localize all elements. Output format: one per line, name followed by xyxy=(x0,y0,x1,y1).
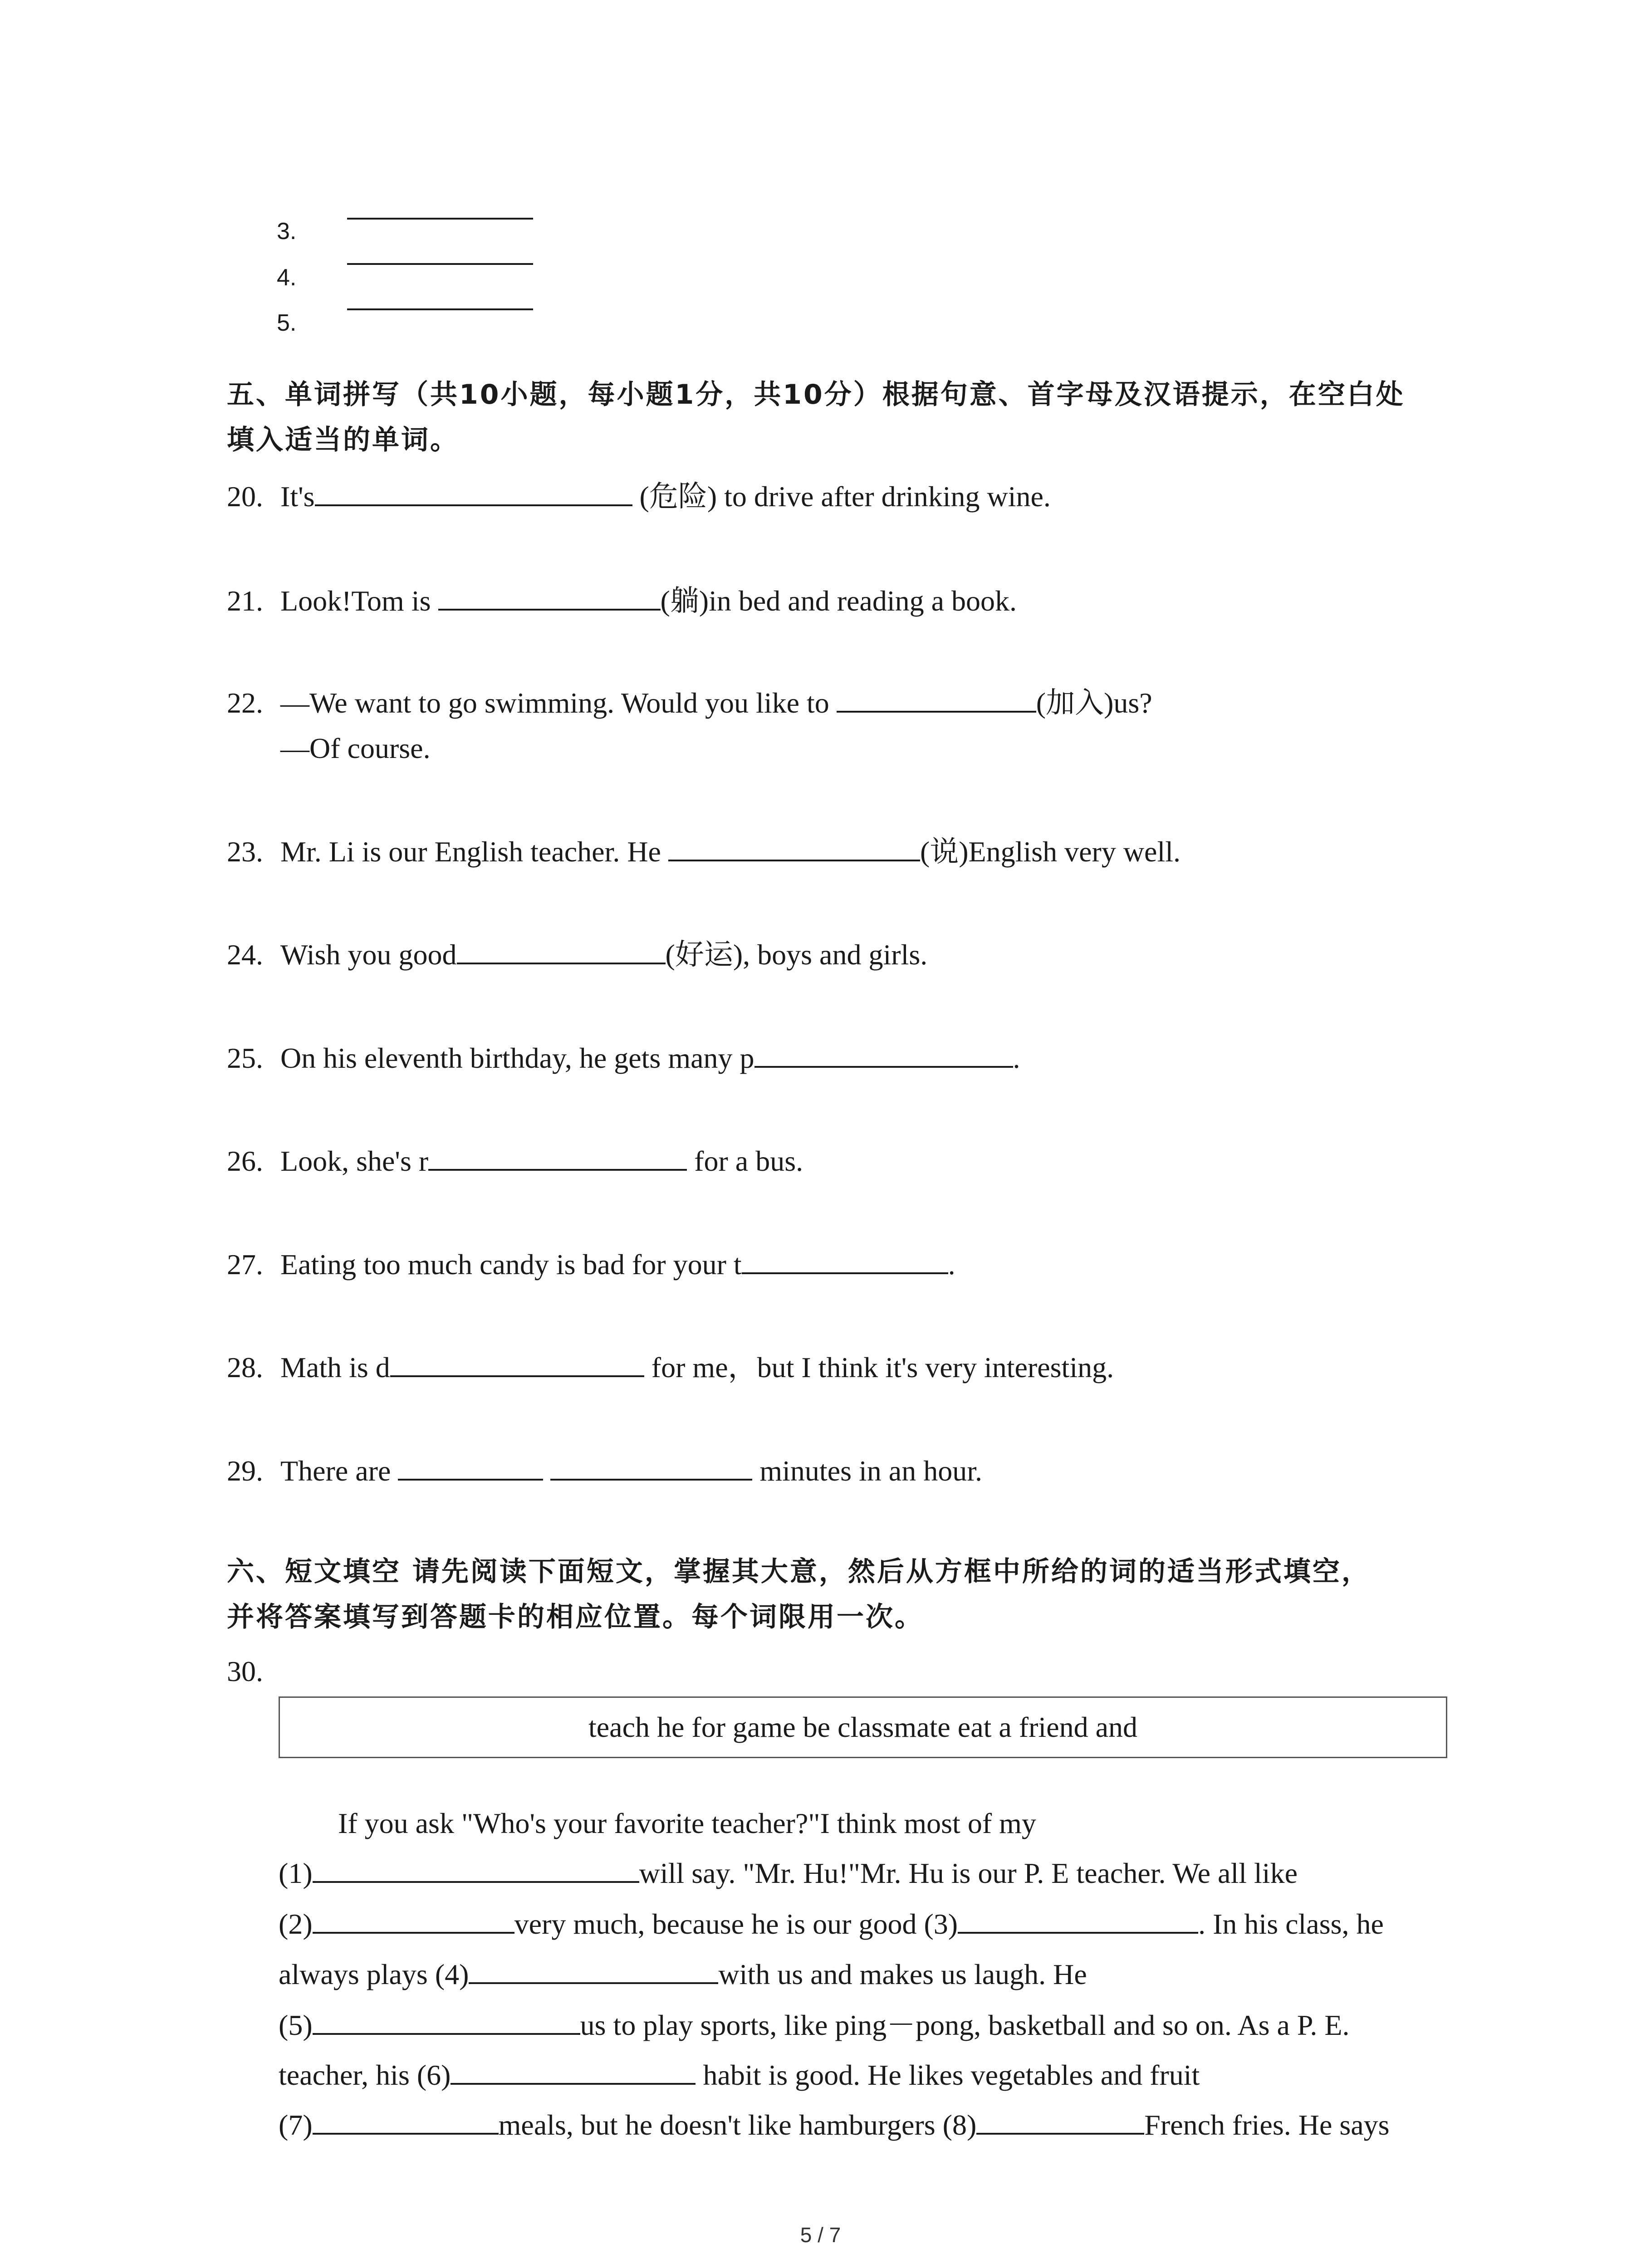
passage-line-2: (1) will say. "Mr. Hu!"Mr. Hu is our P. E teacher. We all like xyxy=(279,1853,1298,1894)
blank-field[interactable] xyxy=(398,1452,543,1481)
blank-field[interactable] xyxy=(315,477,632,506)
blank-field[interactable] xyxy=(976,2106,1144,2135)
blank-field[interactable] xyxy=(837,684,1036,713)
list-item-3: 3. xyxy=(277,218,297,244)
blank-field[interactable] xyxy=(550,1452,752,1481)
blank-field[interactable] xyxy=(313,2106,499,2135)
blank-field[interactable] xyxy=(390,1348,644,1377)
section5-heading-line2: 填入适当的单词。 xyxy=(227,424,459,456)
blank-field[interactable] xyxy=(451,2056,696,2085)
question-23: 23. Mr. Li is our English teacher. He (说)English very well. xyxy=(227,831,1181,872)
passage-line-7: (7) meals, but he doesn't like hamburgers (8) French fries. He says xyxy=(279,2105,1390,2146)
question-22-reply: —Of course. xyxy=(280,732,431,764)
passage-line-3: (2) very much, because he is our good (3) . In his class, he xyxy=(279,1904,1384,1945)
blank-field[interactable] xyxy=(313,1854,639,1883)
question-29: 29. There are minutes in an hour. xyxy=(227,1451,982,1491)
passage-line-6: teacher, his (6) habit is good. He likes vegetables and fruit xyxy=(279,2055,1200,2096)
list-item-5: 5. xyxy=(277,310,297,336)
question-20: 20. It's (危险) to drive after drinking wine. xyxy=(227,476,1051,517)
passage-line-4: always plays (4) with us and makes us laugh. He xyxy=(279,1954,1087,1995)
blank-field[interactable] xyxy=(469,1955,718,1984)
blank-field[interactable] xyxy=(438,582,661,611)
passage-line-5: (5) us to play sports, like ping－pong, basketball and so on. As a P. E. xyxy=(279,2005,1350,2046)
passage-line-1: If you ask "Who's your favorite teacher?"I think most of my xyxy=(338,1807,1036,1839)
question-27: 27. Eating too much candy is bad for your t . xyxy=(227,1244,955,1285)
word-box: teach he for game be classmate eat a friend and xyxy=(279,1696,1447,1758)
blank-field[interactable] xyxy=(428,1142,687,1171)
blank-field[interactable] xyxy=(668,832,920,861)
question-25: 25. On his eleventh birthday, he gets many p . xyxy=(227,1038,1020,1079)
page-number: 5 / 7 xyxy=(800,2223,841,2247)
question-30-number: 30. xyxy=(227,1655,263,1687)
blank-field[interactable] xyxy=(313,2006,580,2035)
question-26: 26. Look, she's r for a bus. xyxy=(227,1141,803,1182)
blank-field[interactable] xyxy=(313,1905,514,1934)
blank-field[interactable] xyxy=(742,1245,948,1274)
answer-line xyxy=(347,191,533,220)
section5-heading-line1: 五、单词拼写（共10小题，每小题1分，共10分）根据句意、首字母及汉语提示，在空白处 xyxy=(227,379,1405,411)
question-24: 24. Wish you good (好运), boys and girls. xyxy=(227,934,927,975)
answer-line xyxy=(347,281,533,310)
blank-field[interactable] xyxy=(754,1039,1013,1068)
blank-field[interactable] xyxy=(958,1905,1198,1934)
blank-field[interactable] xyxy=(457,935,666,964)
answer-line xyxy=(347,236,533,265)
section6-heading-line1: 六、短文填空 请先阅读下面短文，掌握其大意，然后从方框中所给的词的适当形式填空， xyxy=(227,1556,1371,1588)
section6-heading-line2: 并将答案填写到答题卡的相应位置。每个词限用一次。 xyxy=(227,1601,924,1633)
question-28: 28. Math is d for me，but I think it's very interesting. xyxy=(227,1347,1114,1388)
list-item-4: 4. xyxy=(277,264,297,291)
question-21: 21. Look!Tom is (躺)in bed and reading a book. xyxy=(227,581,1017,621)
question-22: 22. —We want to go swimming. Would you like to (加入)us? xyxy=(227,683,1152,723)
